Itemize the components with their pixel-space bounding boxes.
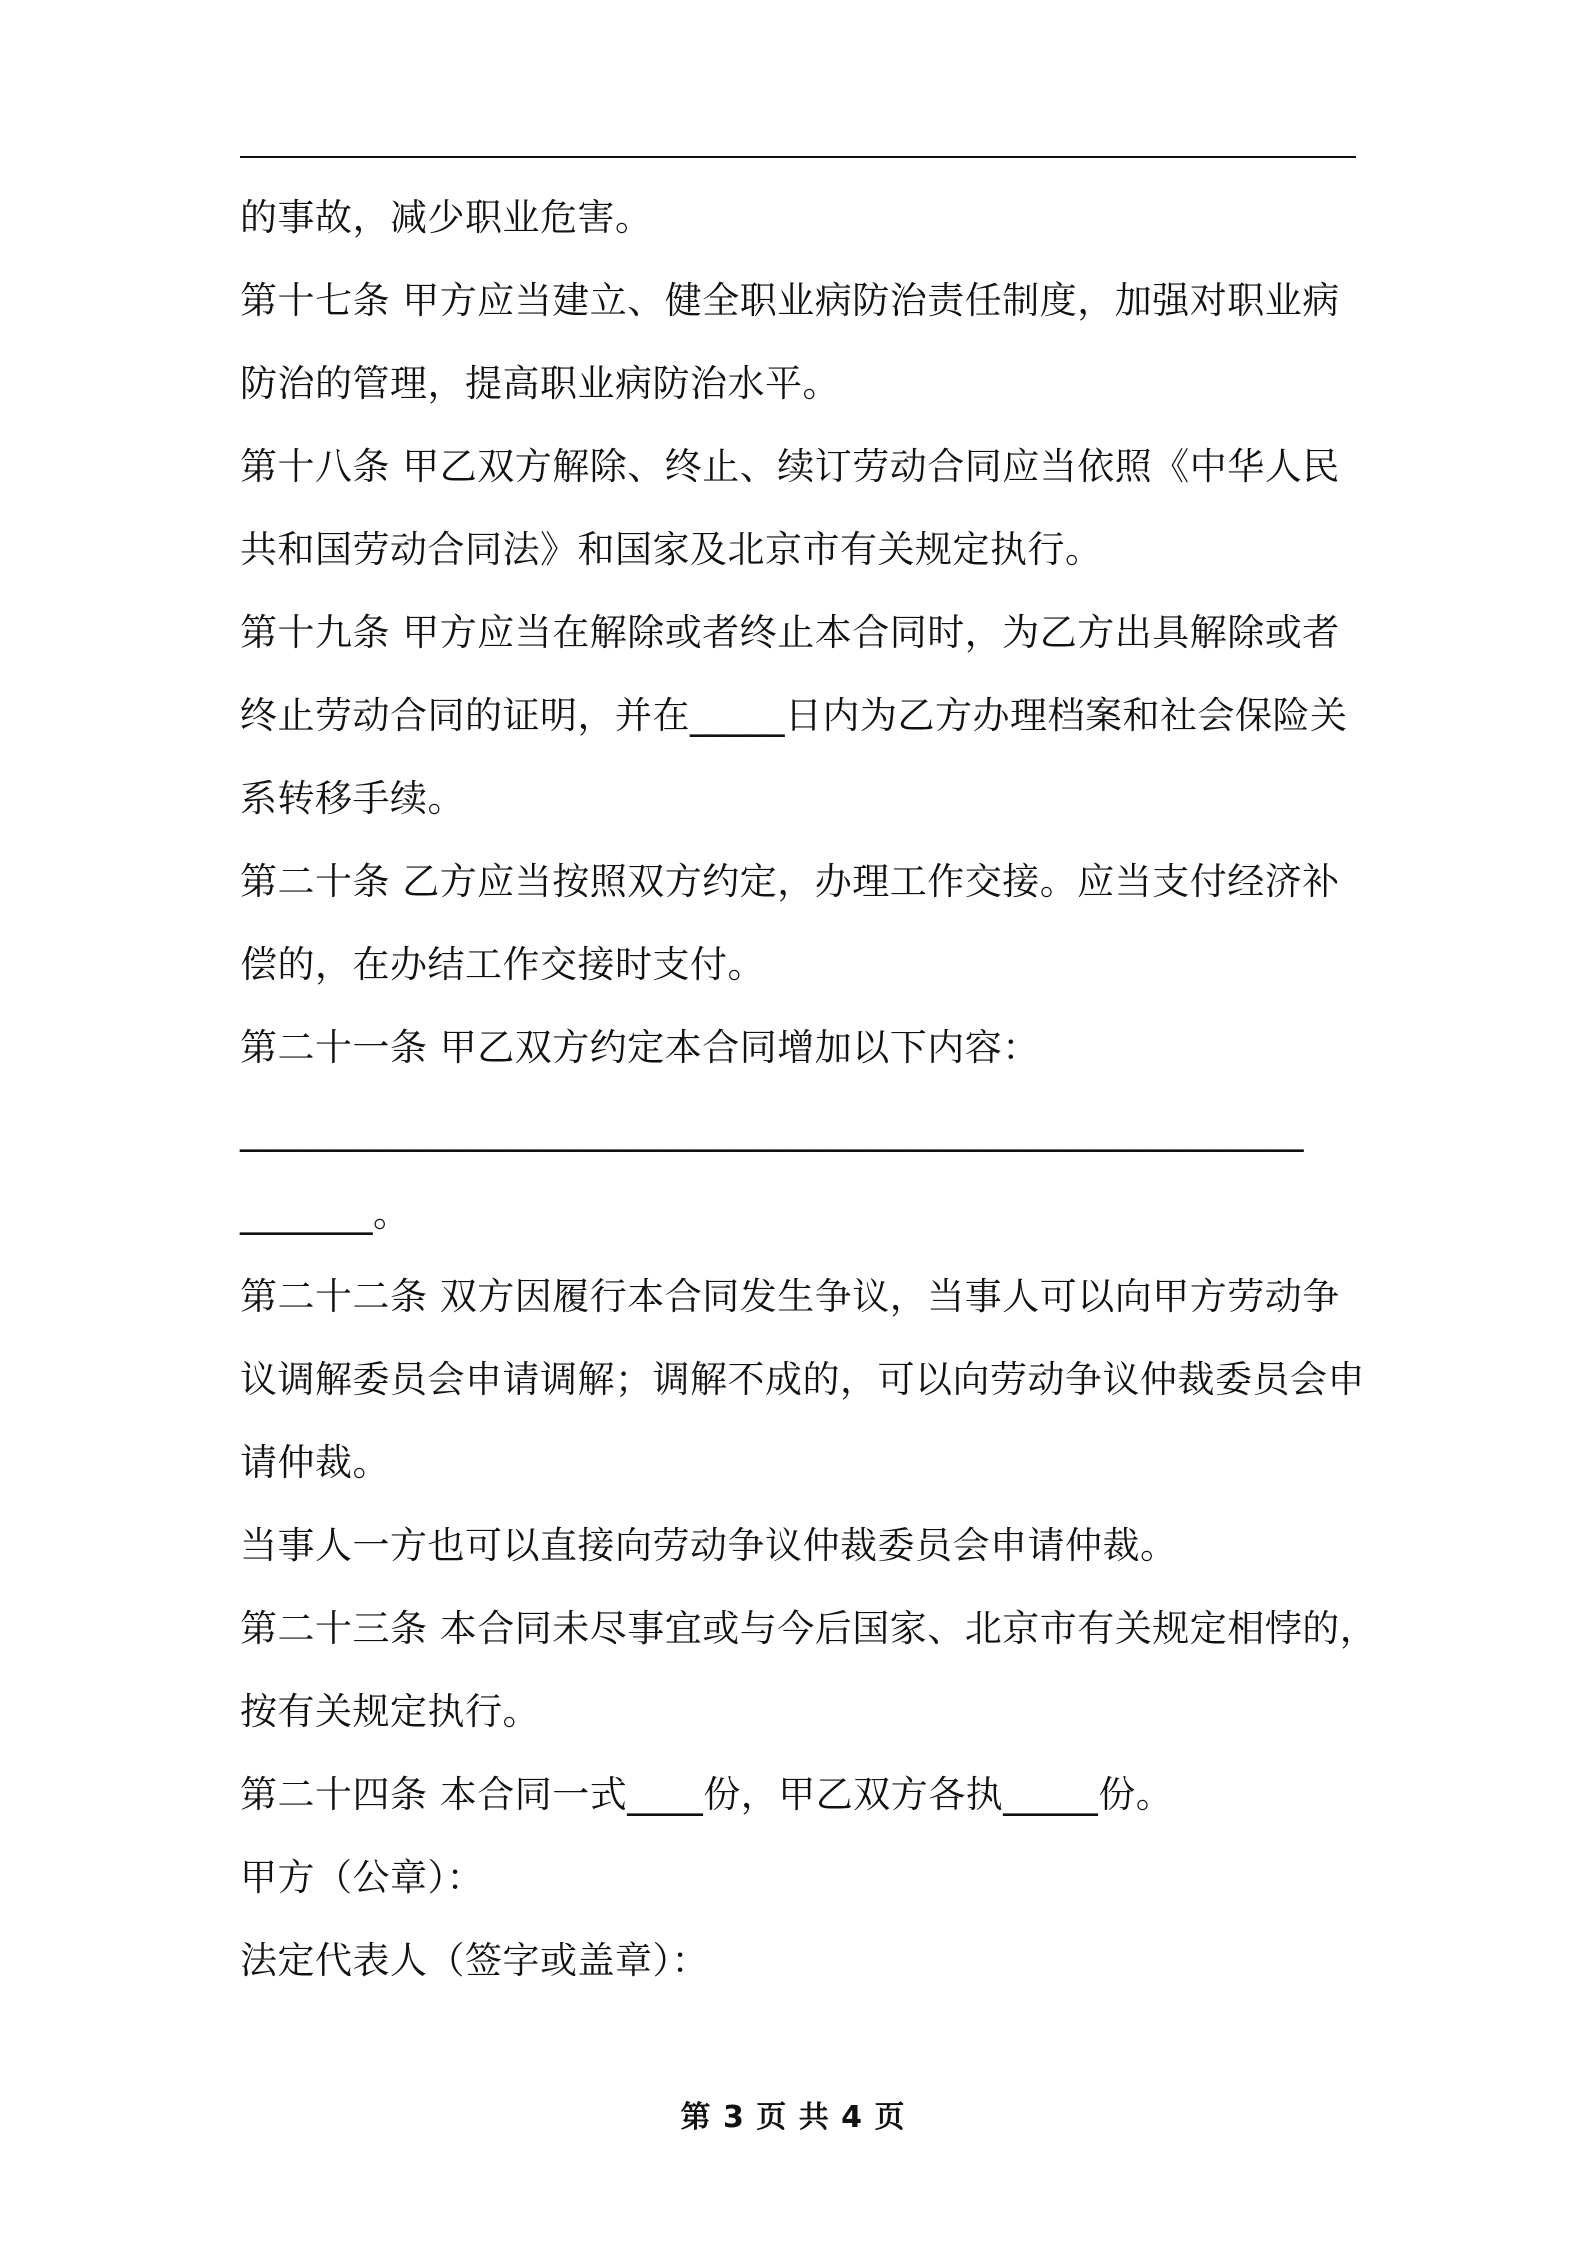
article-23-line-1: 第二十三条 本合同未尽事宜或与今后国家、北京市有关规定相悖的，	[240, 1607, 1378, 1650]
article-20-line-1: 第二十条 乙方应当按照双方约定，办理工作交接。应当支付经济补	[240, 860, 1340, 903]
article-24-line: 第二十四条 本合同一式____份，甲乙双方各执_____份。	[240, 1773, 1174, 1816]
page-number: 第 3 页 共 4 页	[680, 2100, 906, 2135]
article-19-line-3: 系转移手续。	[240, 777, 465, 820]
article-22-line-4: 当事人一方也可以直接向劳动争议仲裁委员会申请仲裁。	[240, 1524, 1178, 1567]
article-21-blank-line: ________________________________________________________	[240, 1109, 1304, 1152]
article-19-line-1: 第十九条 甲方应当在解除或者终止本合同时，为乙方出具解除或者	[240, 611, 1340, 654]
header-rule	[240, 156, 1356, 158]
article-22-line-2: 议调解委员会申请调解；调解不成的，可以向劳动争议仲裁委员会申	[240, 1358, 1365, 1401]
legal-representative-label: 法定代表人（签字或盖章）：	[240, 1939, 709, 1982]
text-line: 的事故，减少职业危害。	[240, 196, 653, 239]
article-20-line-2: 偿的，在办结工作交接时支付。	[240, 943, 765, 986]
article-21-blank-end: _______。	[240, 1192, 411, 1235]
article-17-line-2: 防治的管理，提高职业病防治水平。	[240, 362, 840, 405]
article-22-line-3: 请仲裁。	[240, 1441, 390, 1484]
article-22-line-1: 第二十二条 双方因履行本合同发生争议，当事人可以向甲方劳动争	[240, 1275, 1340, 1318]
article-21-line-1: 第二十一条 甲乙双方约定本合同增加以下内容：	[240, 1026, 1040, 1069]
article-18-line-2: 共和国劳动合同法》和国家及北京市有关规定执行。	[240, 528, 1103, 571]
article-23-line-2: 按有关规定执行。	[240, 1690, 540, 1733]
party-a-seal-label: 甲方（公章）：	[240, 1856, 484, 1899]
article-17-line-1: 第十七条 甲方应当建立、健全职业病防治责任制度，加强对职业病	[240, 279, 1340, 322]
article-18-line-1: 第十八条 甲乙双方解除、终止、续订劳动合同应当依照《中华人民	[240, 445, 1340, 488]
article-19-line-2: 终止劳动合同的证明，并在_____日内为乙方办理档案和社会保险关	[240, 694, 1348, 737]
